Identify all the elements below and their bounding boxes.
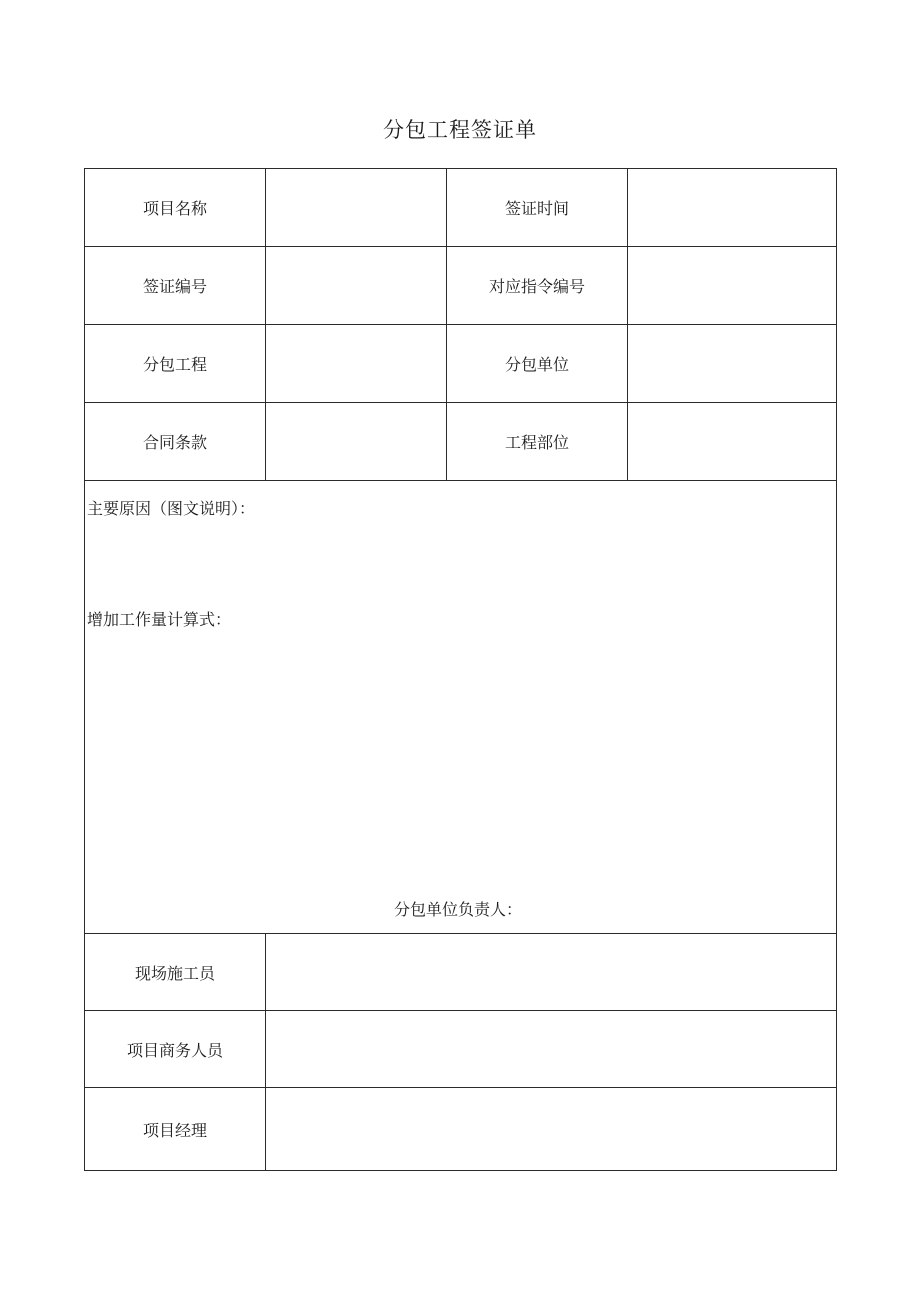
visa-date-label: 签证时间 (447, 169, 628, 247)
subcontractor-signatory-label: 分包单位负责人： (394, 900, 523, 919)
form-row-project-name (85, 169, 837, 247)
contract-clause-field[interactable] (266, 403, 447, 481)
description-area[interactable] (85, 481, 837, 934)
contract-clause-label: 合同条款 (85, 403, 266, 481)
subcontract-work-label: 分包工程 (85, 325, 266, 403)
visa-number-label: 签证编号 (85, 247, 266, 325)
project-manager-label: 项目经理 (85, 1088, 266, 1171)
main-reason-label: 主要原因（图文说明）： (87, 499, 256, 518)
workload-calc-label: 增加工作量计算式： (87, 610, 232, 629)
project-manager-field[interactable] (266, 1088, 837, 1171)
form-row-visa-number (85, 247, 837, 325)
subcontract-work-field[interactable] (266, 325, 447, 403)
instruction-number-label: 对应指令编号 (447, 247, 628, 325)
project-name-label: 项目名称 (85, 169, 266, 247)
form-row-contract (85, 403, 837, 481)
form-row-subcontract (85, 325, 837, 403)
form-row-description (85, 481, 837, 934)
visa-form-table (84, 168, 837, 1171)
project-name-field[interactable] (266, 169, 447, 247)
subcontractor-field[interactable] (628, 325, 837, 403)
visa-number-field[interactable] (266, 247, 447, 325)
approval-row-project-manager (85, 1088, 837, 1171)
business-staff-label: 项目商务人员 (85, 1011, 266, 1088)
instruction-number-field[interactable] (628, 247, 837, 325)
work-location-field[interactable] (628, 403, 837, 481)
site-constructor-field[interactable] (266, 934, 837, 1011)
approval-row-site-constructor (85, 934, 837, 1011)
subcontractor-label: 分包单位 (447, 325, 628, 403)
visa-date-field[interactable] (628, 169, 837, 247)
work-location-label: 工程部位 (447, 403, 628, 481)
document-title: 分包工程签证单 (383, 118, 537, 142)
approval-row-business-staff (85, 1011, 837, 1088)
business-staff-field[interactable] (266, 1011, 837, 1088)
site-constructor-label: 现场施工员 (85, 934, 266, 1011)
